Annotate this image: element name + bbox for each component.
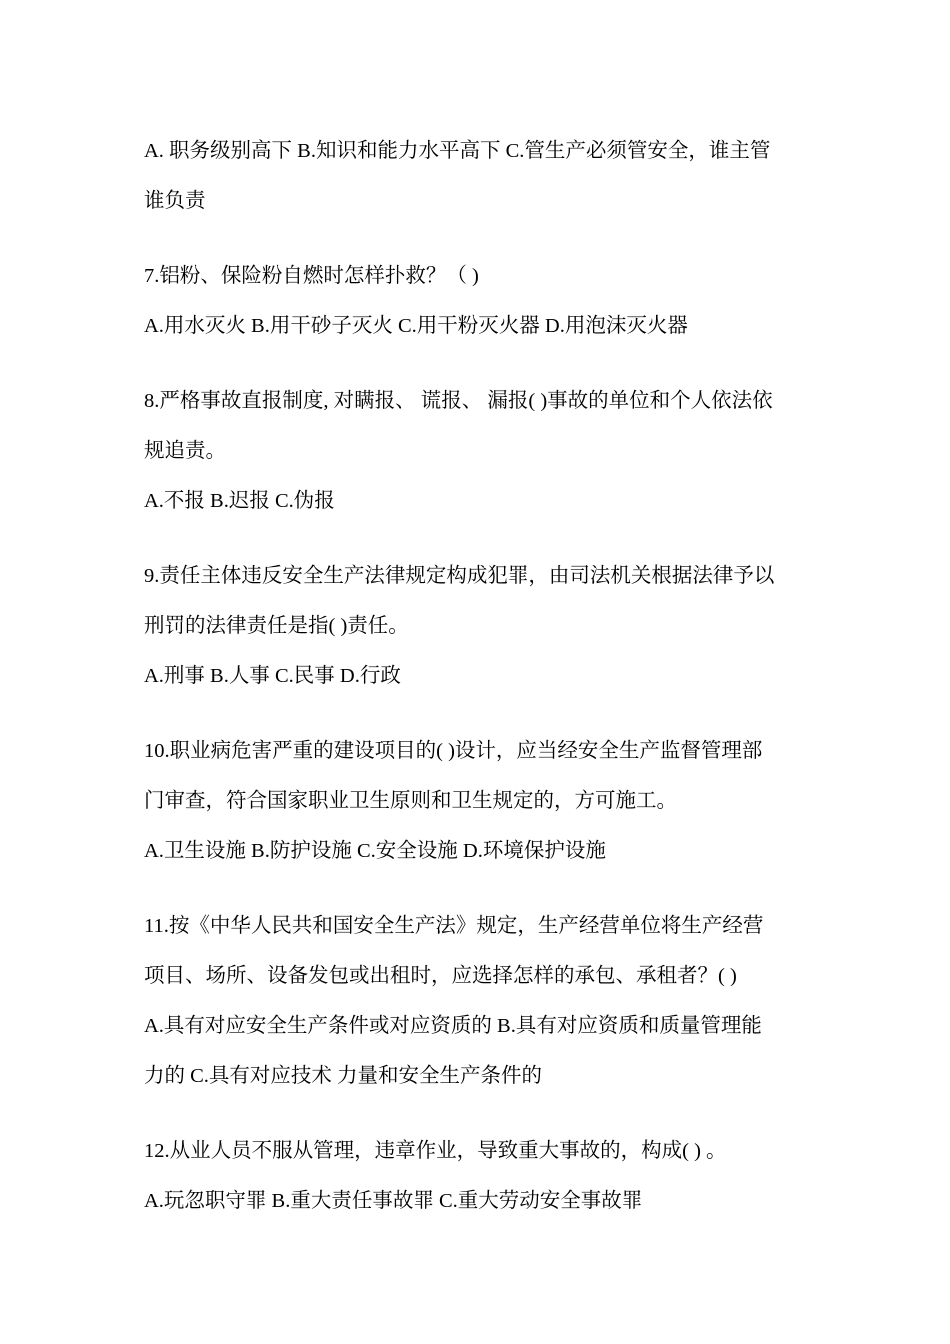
question-text: 刑罚的法律责任是指( )责任。 — [144, 615, 409, 637]
question-8 — [144, 376, 808, 476]
question-text: 10.职业病危害严重的建设项目的( )设计，应当经安全生产监督管理部 — [144, 740, 763, 762]
question-10 — [144, 726, 808, 826]
answer-options — [144, 476, 808, 526]
question-9 — [144, 551, 808, 651]
answer-options — [144, 1001, 808, 1101]
answer-options — [144, 301, 808, 351]
options-line: 力的 C.具有对应技术 力量和安全生产条件的 — [144, 1065, 543, 1087]
options-line: A.玩忽职守罪 B.重大责任事故罪 C.重大劳动安全事故罪 — [144, 1190, 643, 1212]
options-line: A. 职务级别高下 B.知识和能力水平高下 C.管生产必须管安全，谁主管 — [144, 140, 771, 162]
question-text: 12.从业人员不服从管理，违章作业，导致重大事故的，构成( ) 。 — [144, 1140, 727, 1162]
answer-options — [144, 651, 808, 701]
question-text: 11.按《中华人民共和国安全生产法》规定，生产经营单位将生产经营 — [144, 915, 764, 937]
question-text: 项目、场所、设备发包或出租时，应选择怎样的承包、承租者？( ) — [144, 965, 737, 987]
question-text: 规追责。 — [144, 440, 226, 462]
answer-options — [144, 1176, 808, 1226]
question-text: 9.责任主体违反安全生产法律规定构成犯罪，由司法机关根据法律予以 — [144, 565, 775, 587]
question-text: 7.铝粉、保险粉自燃时怎样扑救？（ ) — [144, 265, 479, 287]
options-line: A.用水灭火 B.用干砂子灭火 C.用干粉灭火器 D.用泡沫灭火器 — [144, 315, 688, 337]
options-line: A.刑事 B.人事 C.民事 D.行政 — [144, 665, 401, 687]
question-7 — [144, 251, 808, 301]
options-line: A.具有对应安全生产条件或对应资质的 B.具有对应资质和质量管理能 — [144, 1015, 762, 1037]
answer-options — [144, 826, 808, 876]
options-line: A.不报 B.迟报 C.伪报 — [144, 490, 335, 512]
question-text: 门审查，符合国家职业卫生原则和卫生规定的，方可施工。 — [144, 790, 677, 812]
options-line: 谁负责 — [144, 190, 206, 212]
answer-options — [144, 126, 808, 226]
question-text: 8.严格事故直报制度, 对瞒报、 谎报、 漏报( )事故的单位和个人依法依 — [144, 390, 773, 412]
question-11 — [144, 901, 808, 1001]
document-page — [144, 126, 808, 1226]
question-12 — [144, 1126, 808, 1176]
options-line: A.卫生设施 B.防护设施 C.安全设施 D.环境保护设施 — [144, 840, 606, 862]
